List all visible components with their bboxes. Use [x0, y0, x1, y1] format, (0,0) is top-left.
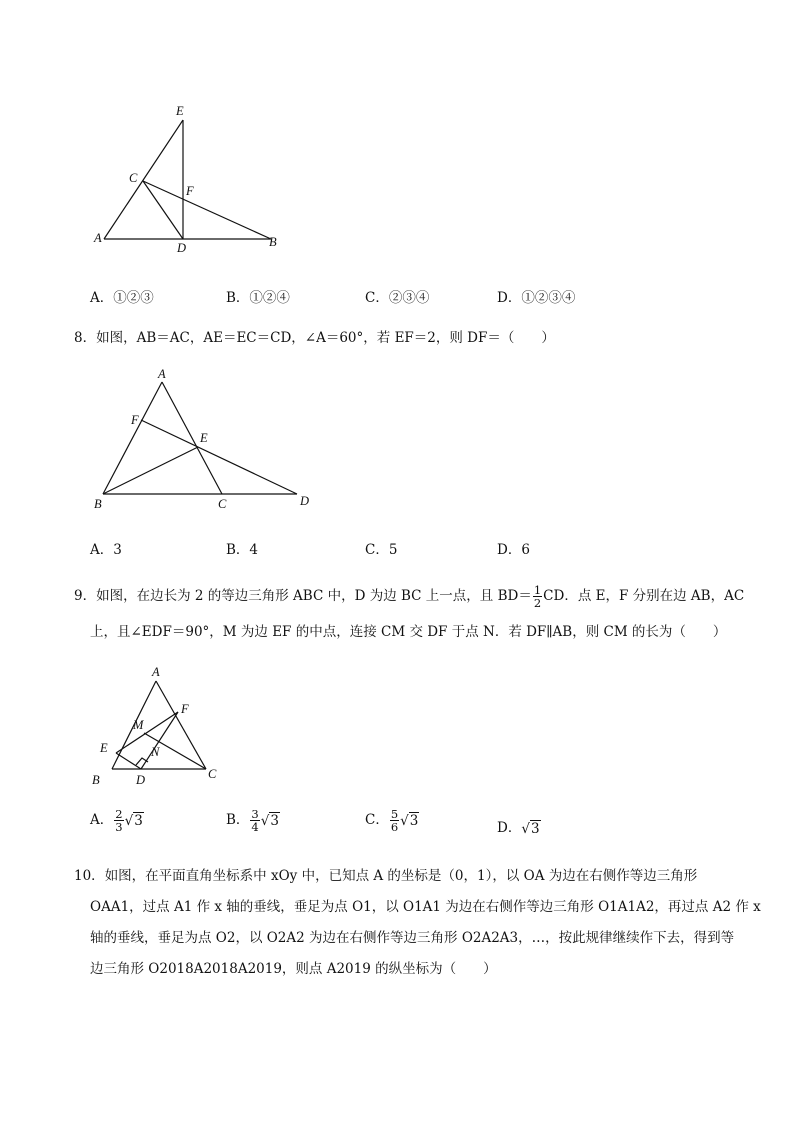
- figure-q9: [88, 660, 228, 790]
- fig9-label-e: E: [100, 741, 108, 755]
- option-fraction: [250, 808, 259, 833]
- fraction-numerator: 3: [251, 807, 259, 821]
- q7-option-d[interactable]: [497, 286, 575, 306]
- option-fraction: [114, 808, 123, 833]
- option-text: 6: [521, 542, 530, 558]
- fig7-label-b: B: [269, 235, 277, 249]
- fig7-label-f: F: [186, 184, 194, 198]
- q10-text-3: 轴的垂线，垂足为点 O2，以 O2A2 为边在右侧作等边三角形 O2A2A3，…，按此规律继续作下去，得到等: [90, 930, 735, 946]
- option-letter: C．: [365, 290, 389, 306]
- option-text: ①②③: [113, 290, 154, 306]
- q9-option-d[interactable]: [497, 816, 541, 837]
- fraction-denominator: 6: [390, 820, 399, 834]
- option-letter: A．: [90, 290, 114, 306]
- fig7-label-e: E: [176, 104, 184, 118]
- fig7-label-c: C: [129, 171, 138, 185]
- fig8-label-e: E: [200, 431, 208, 445]
- option-sqrt: √3: [260, 812, 279, 829]
- q8-option-d[interactable]: [497, 538, 530, 558]
- q7-option-b[interactable]: [226, 286, 290, 306]
- q10-stem-line3: [90, 928, 734, 948]
- option-letter: B．: [226, 290, 250, 306]
- q10-text-1: 如图，在平面直角坐标系中 xOy 中，已知点 A 的坐标是（0，1），以 OA 为边在右侧作等边三角形: [104, 868, 698, 884]
- option-text: 5: [388, 542, 398, 558]
- radicand: 3: [270, 812, 279, 829]
- fraction-denominator: 4: [251, 820, 259, 834]
- fig9-label-n: N: [151, 745, 160, 759]
- fig7-label-a: A: [94, 231, 102, 245]
- q9-option-a[interactable]: [90, 808, 144, 833]
- option-text: ②③④: [388, 290, 430, 306]
- fig9-label-b: B: [92, 773, 100, 787]
- fig7-label-d: D: [177, 241, 187, 255]
- option-text: 3: [113, 542, 122, 558]
- option-letter: A．: [90, 542, 114, 558]
- q10-stem-line1: [74, 866, 697, 886]
- q8-stem: [74, 328, 555, 348]
- radicand: 3: [409, 812, 419, 829]
- figure-q8: [88, 368, 323, 518]
- q9-text-a: 如图，在边长为 2 的等边三角形 ABC 中，D 为边 BC 上一点，且 BD＝: [96, 588, 532, 604]
- option-letter: C．: [365, 812, 389, 828]
- q7-option-a[interactable]: [90, 286, 154, 306]
- q9-text-c: 上，且∠EDF＝90°，M 为边 EF 的中点，连接 CM 交 DF 于点 N．若 DF∥AB，则 CM 的长为（ ）: [90, 624, 727, 640]
- option-sqrt: √3: [400, 812, 419, 829]
- q9-fraction: [533, 584, 542, 609]
- q9-option-b[interactable]: [226, 808, 280, 833]
- fraction-denominator: 3: [115, 820, 123, 834]
- q9-option-c[interactable]: [365, 808, 419, 833]
- option-letter: B．: [226, 542, 250, 558]
- q10-stem-line4: [90, 959, 497, 979]
- fraction-denominator: 2: [533, 596, 542, 610]
- option-sqrt: √3: [124, 812, 143, 829]
- q8-option-b[interactable]: [226, 538, 258, 558]
- q9-number: 9．: [74, 588, 97, 604]
- q8-text: 如图，AB＝AC，AE＝EC＝CD，∠A＝60°，若 EF＝2，则 DF＝（ ）: [96, 330, 555, 346]
- q7-option-c[interactable]: [365, 286, 429, 306]
- option-letter: D．: [497, 542, 522, 558]
- option-text: ①②④: [249, 290, 290, 306]
- q9-text-b: CD．点 E，F 分别在边 AB，AC: [543, 588, 745, 604]
- fig8-label-c: C: [218, 497, 227, 511]
- q9-stem-line1: [74, 584, 744, 609]
- fig9-label-f: F: [181, 702, 189, 716]
- fig9-label-m: M: [133, 718, 144, 732]
- option-letter: D．: [497, 290, 522, 306]
- radicand: 3: [530, 820, 540, 837]
- figure-q7: [88, 98, 288, 258]
- fig9-label-c: C: [208, 767, 217, 781]
- q10-stem-line2: [90, 897, 761, 917]
- fig8-label-d: D: [300, 494, 310, 508]
- option-letter: B．: [226, 812, 250, 828]
- option-fraction: [390, 808, 399, 833]
- option-text: ①②③④: [521, 290, 576, 306]
- q10-number: 10．: [74, 868, 105, 884]
- q8-number: 8．: [74, 330, 97, 346]
- fig9-label-d: D: [136, 773, 146, 787]
- fraction-numerator: 5: [390, 807, 399, 821]
- q10-text-2: OAA1，过点 A1 作 x 轴的垂线，垂足为点 O1，以 O1A1 为边在右侧作等边三角形 O1A1A2，再过点 A2 作 x: [90, 899, 761, 915]
- option-letter: D．: [497, 820, 522, 836]
- fig8-label-b: B: [94, 497, 102, 511]
- option-letter: C．: [365, 542, 389, 558]
- fig8-label-f: F: [131, 413, 139, 427]
- fig9-label-a: A: [152, 665, 160, 679]
- radicand: 3: [134, 812, 143, 829]
- option-text: 4: [249, 542, 259, 558]
- fig8-label-a: A: [158, 368, 166, 381]
- q9-stem-line2: [90, 622, 726, 642]
- option-sqrt: √3: [521, 820, 540, 837]
- fraction-numerator: 1: [533, 583, 542, 597]
- option-letter: A．: [90, 812, 114, 828]
- fraction-numerator: 2: [115, 807, 123, 821]
- q10-text-4: 边三角形 O2018A2018A2019，则点 A2019 的纵坐标为（ ）: [90, 961, 497, 977]
- q8-option-a[interactable]: [90, 538, 122, 558]
- q8-option-c[interactable]: [365, 538, 397, 558]
